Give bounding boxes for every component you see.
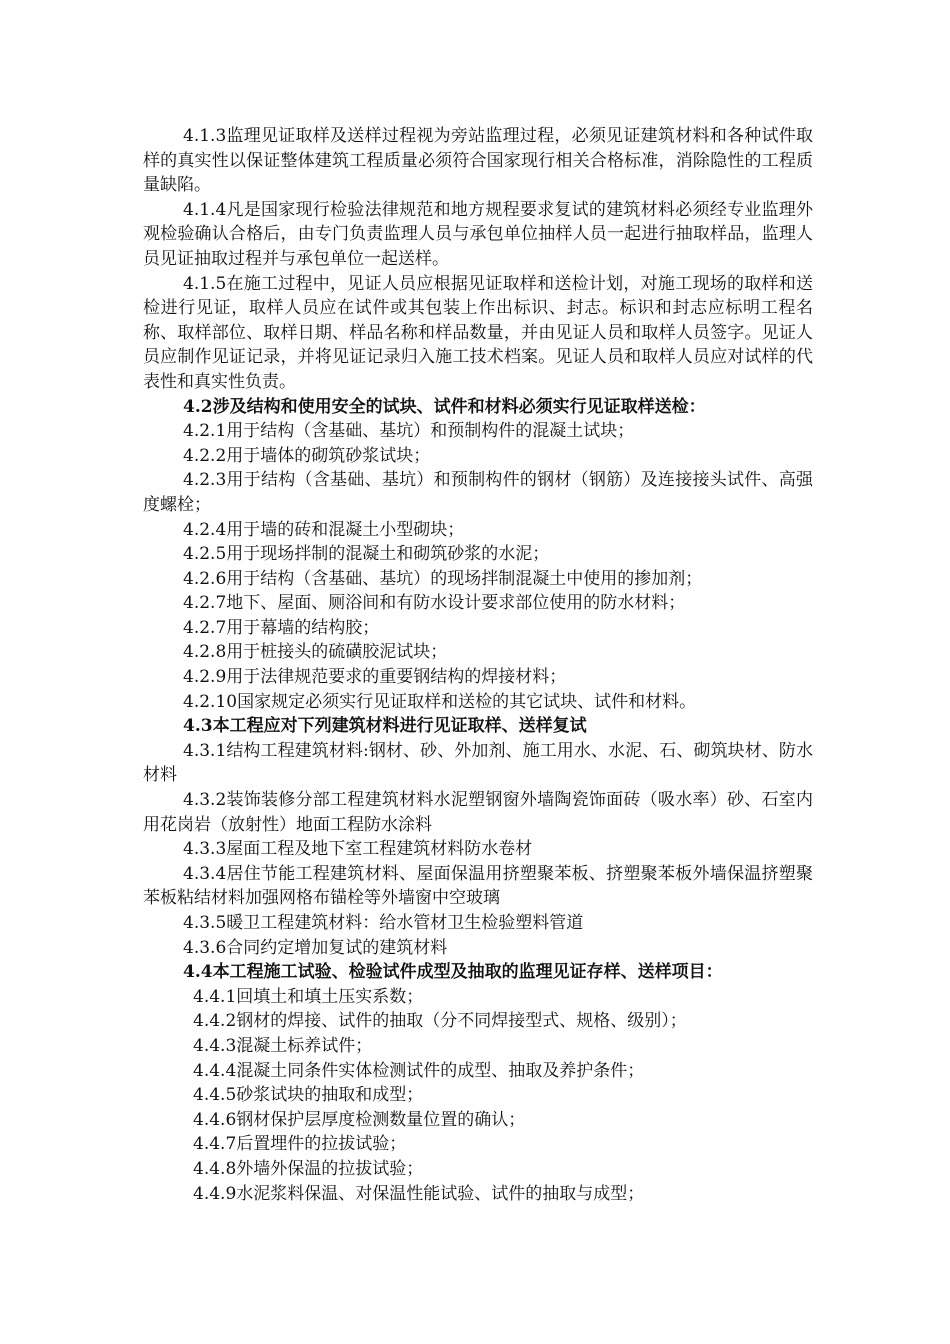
list-item-4-4-1: 4.4.1回填土和填土压实系数； [193, 986, 424, 1007]
list-item-4-2-2: 4.2.2用于墙体的砌筑砂浆试块； [183, 445, 431, 466]
list-item-4-4-6: 4.4.6钢材保护层厚度检测数量位置的确认； [193, 1109, 526, 1130]
list-item-4-2-6: 4.2.6用于结构（含基础、基坑）的现场拌制混凝土中使用的掺加剂； [183, 568, 703, 589]
list-item-4-4-3: 4.4.3混凝土标养试件； [193, 1035, 373, 1056]
list-item-4-2-9: 4.2.9用于法律规范要求的重要钢结构的焊接材料； [183, 667, 567, 688]
list-item-4-3-3: 4.3.3屋面工程及地下室工程建筑材料防水卷材 [183, 839, 533, 860]
document-body [143, 124, 813, 1206]
list-item-4-2-8: 4.2.8用于桩接头的硫磺胶泥试块； [183, 642, 448, 663]
paragraph-4-1-5: 4.1.5在施工过程中，见证人员应根据见证取样和送检计划，对施工现场的取样和送检进行见证，取样人员应在试件或其包装上作出标识、封志。标识和封志应标明工程名称、取样部位、取样日期、样品名称和样品数量，并由见证人员和取样人员签字。见证人员应制作见证记录，并将见证记录归入施工技术档案。见证人员和取样人员应对试样的代表性和真实性负责。 [143, 273, 813, 392]
paragraph-4-1-3: 4.1.3监理见证取样及送样过程视为旁站监理过程，必须见证建筑材料和各种试件取样的真实性以保证整体建筑工程质量必须符合国家现行相关合格标准，消除隐性的工程质量缺陷。 [143, 126, 813, 196]
list-item-4-3-1: 4.3.1结构工程建筑材料:钢材、砂、外加剂、施工用水、水泥、石、砌筑块材、防水材料 [143, 740, 813, 786]
list-item-4-4-5: 4.4.5砂浆试块的抽取和成型； [193, 1085, 424, 1106]
heading-4-4: 4.4本工程施工试验、检验试件成型及抽取的监理见证存样、送样项目： [183, 962, 723, 983]
list-item-4-2-1: 4.2.1用于结构（含基础、基坑）和预制构件的混凝土试块； [183, 421, 635, 442]
list-item-4-2-4: 4.2.4用于墙的砖和混凝土小型砌块； [183, 519, 465, 540]
list-item-4-4-7: 4.4.7后置埋件的拉拔试验； [193, 1134, 407, 1155]
list-item-4-2-3: 4.2.3用于结构（含基础、基坑）和预制构件的钢材（钢筋）及连接接头试件、高强度螺栓； [143, 470, 813, 515]
list-item-4-4-8: 4.4.8外墙外保温的拉拔试验； [193, 1158, 424, 1179]
paragraph-4-1-4: 4.1.4凡是国家现行检验法律规范和地方规程要求复试的建筑材料必须经专业监理外观检验确认合格后，由专门负责监理人员与承包单位抽样人员一起进行抽取样品，监理人员见证抽取过程并与承包单位一起送样。 [143, 199, 813, 269]
list-item-4-2-5: 4.2.5用于现场拌制的混凝土和砌筑砂浆的水泥； [183, 544, 550, 565]
list-item-4-2-7a: 4.2.7地下、屋面、厕浴间和有防水设计要求部位使用的防水材料； [183, 593, 686, 614]
list-item-4-3-4: 4.3.4居住节能工程建筑材料、屋面保温用挤塑聚苯板、挤塑聚苯板外墙保温挤塑聚苯板粘结材料加强网格布锚栓等外墙窗中空玻璃 [143, 863, 813, 909]
list-item-4-2-10: 4.2.10国家规定必须实行见证取样和送检的其它试块、试件和材料。 [183, 691, 697, 712]
heading-4-3: 4.3本工程应对下列建筑材料进行见证取样、送样复试 [183, 716, 587, 737]
list-item-4-4-2: 4.4.2钢材的焊接、试件的抽取（分不同焊接型式、规格、级别）； [193, 1011, 687, 1032]
list-item-4-4-9: 4.4.9水泥浆料保温、对保温性能试验、试件的抽取与成型； [193, 1183, 645, 1204]
list-item-4-3-2: 4.3.2装饰装修分部工程建筑材料水泥塑钢窗外墙陶瓷饰面砖（吸水率）砂、石室内用花岗岩（放射性）地面工程防水涂料 [143, 790, 813, 835]
list-item-4-4-4: 4.4.4混凝土同条件实体检测试件的成型、抽取及养护条件； [193, 1060, 645, 1081]
list-item-4-3-6: 4.3.6合同约定增加复试的建筑材料 [183, 937, 448, 958]
list-item-4-3-5: 4.3.5暖卫工程建筑材料：给水管材卫生检验塑料管道 [183, 913, 584, 933]
heading-4-2: 4.2涉及结构和使用安全的试块、试件和材料必须实行见证取样送检： [183, 396, 706, 417]
list-item-4-2-7b: 4.2.7用于幕墙的结构胶； [183, 617, 380, 638]
